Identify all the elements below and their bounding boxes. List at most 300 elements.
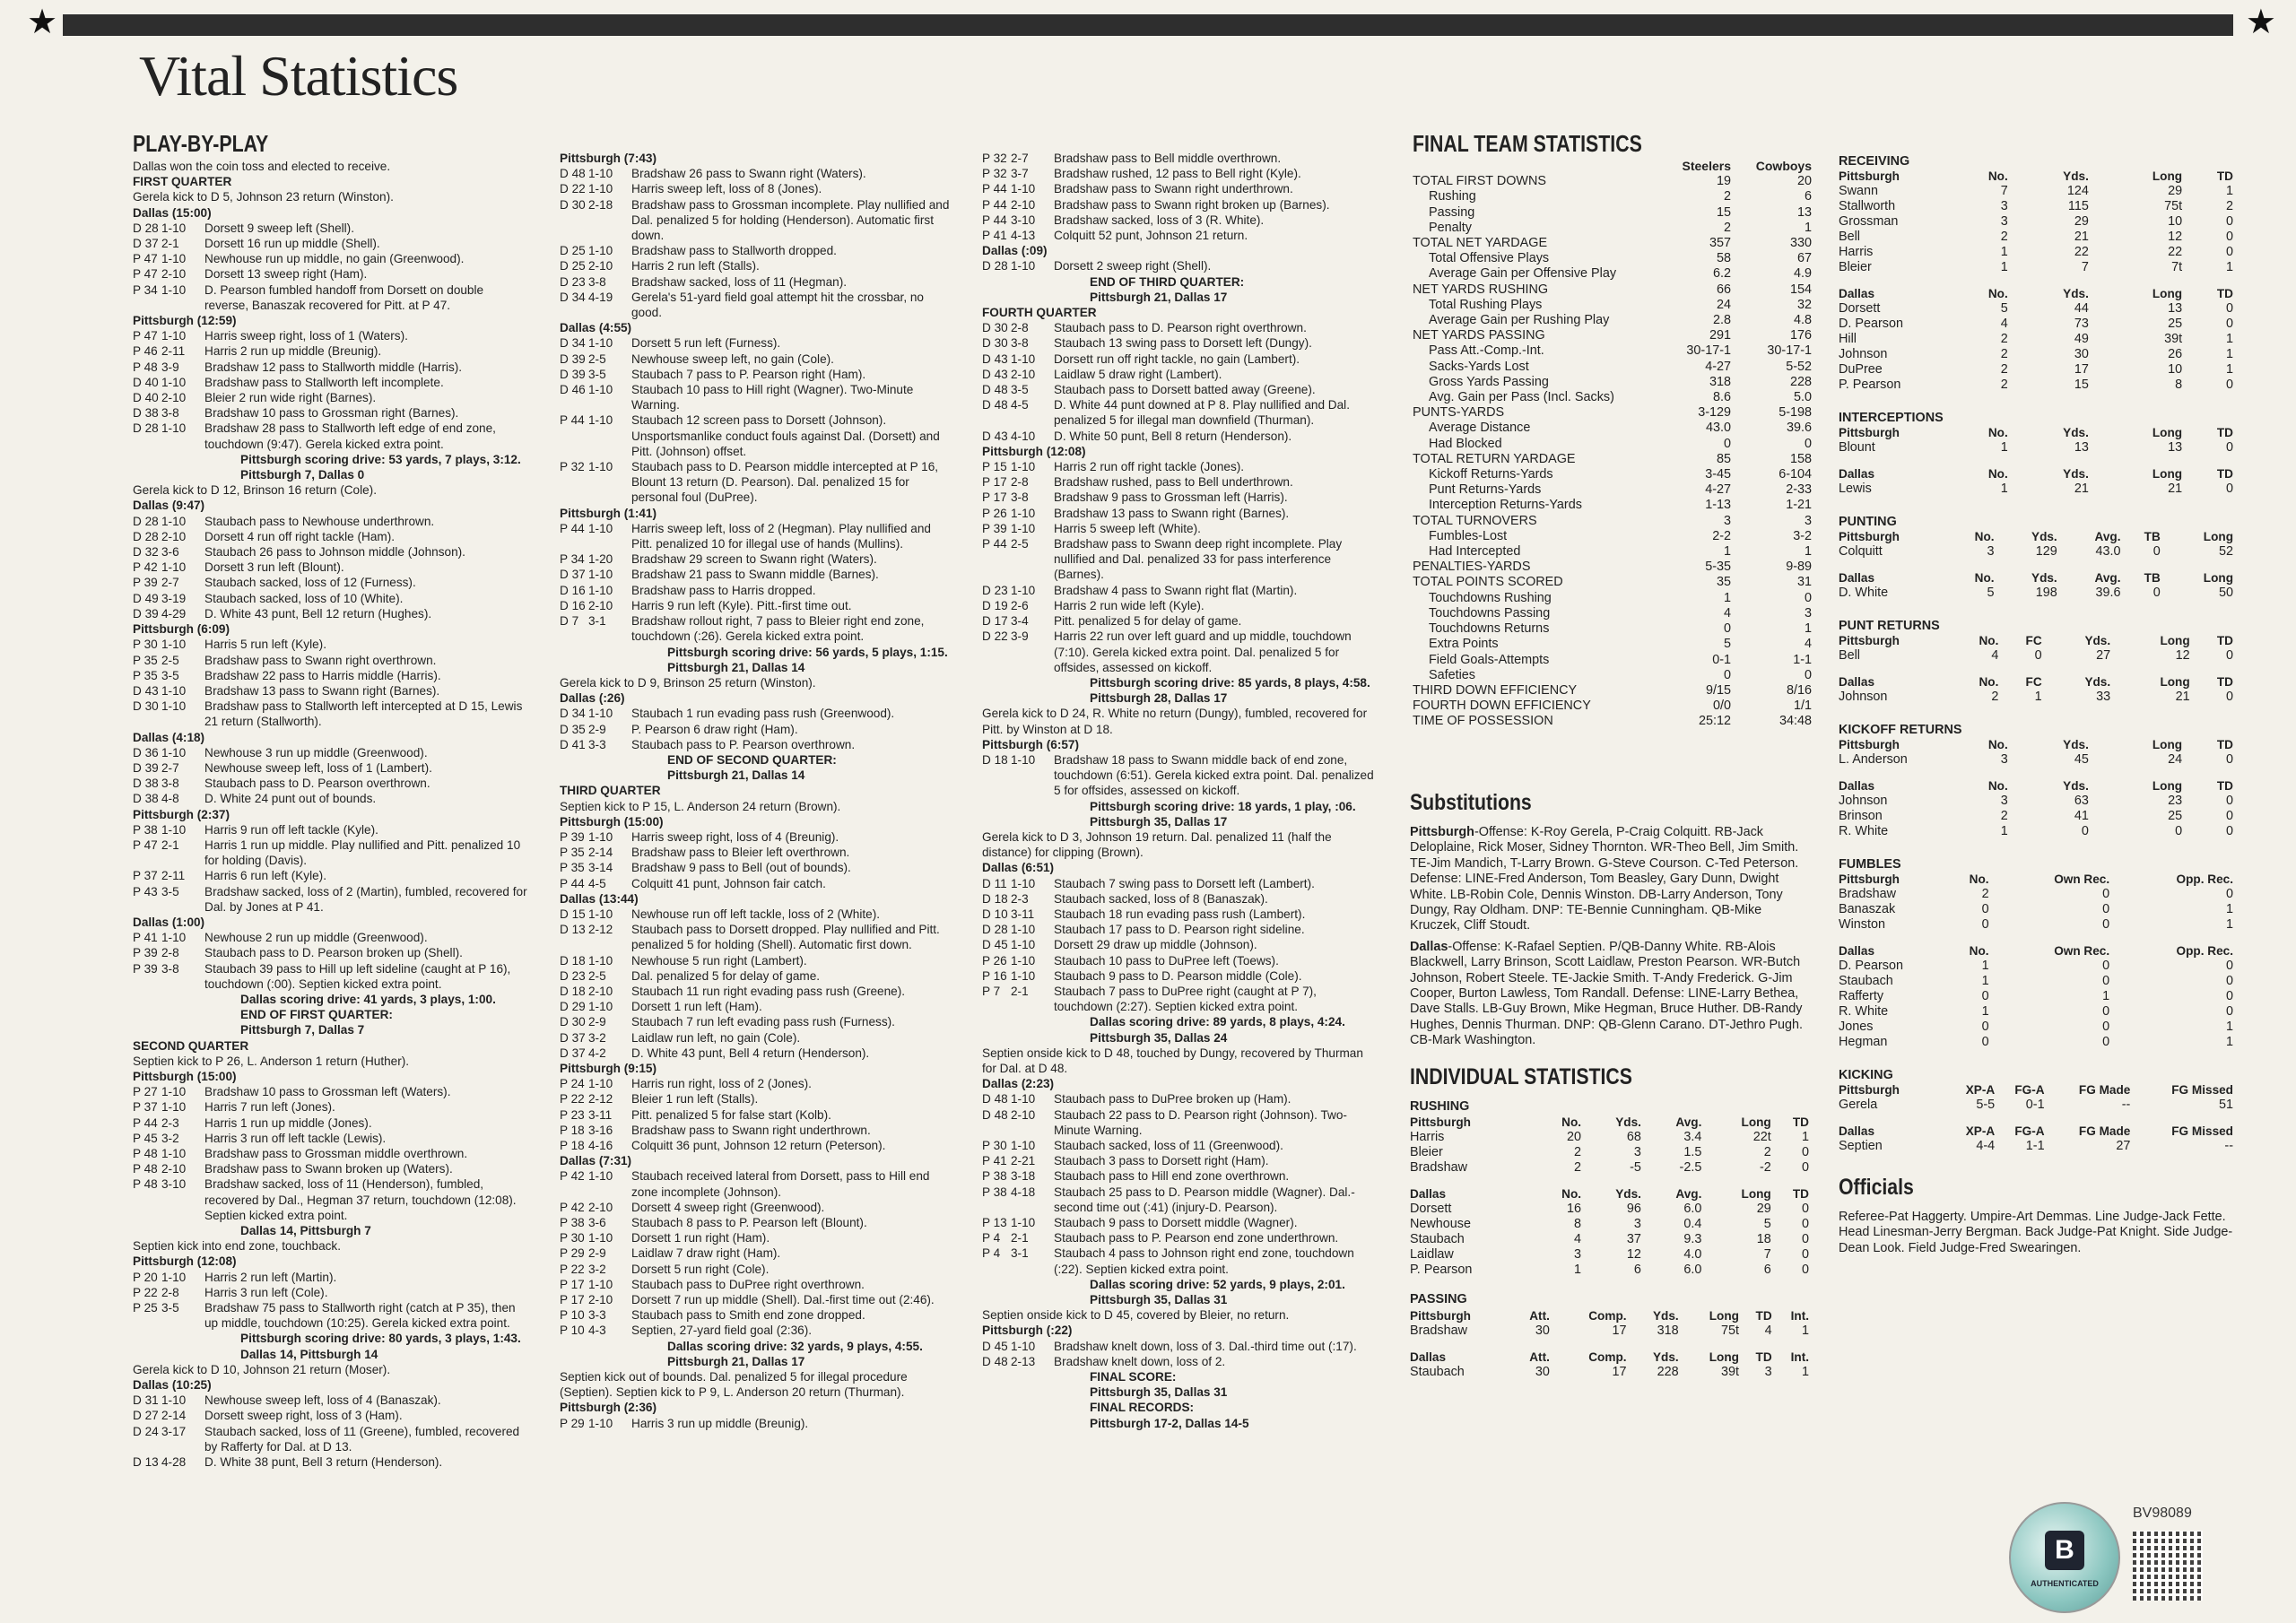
stat-row — [1413, 236, 1812, 251]
play-row — [133, 1300, 527, 1331]
play-text: Dorsett 7 run up middle (Shell). Dal.-first time out (2:46). — [631, 1293, 935, 1307]
steelers-value: 0 — [1723, 436, 1731, 451]
stat-value: 0 — [2102, 1004, 2110, 1019]
play-text: Bradshaw sacked, loss of 11 (Henderson), fumbled, recovered by Dal., Hegman 37 return, touchdown (12:08). Septien kicked extra point. — [204, 1177, 517, 1222]
field-position: D 28 — [982, 923, 1008, 937]
column-header: Yds. — [1652, 1308, 1679, 1323]
player-row — [1839, 482, 2233, 497]
column-header: Yds. — [2031, 530, 2057, 543]
field-position: D 41 — [560, 737, 586, 751]
individual-statistics — [1410, 1099, 1809, 1380]
field-position: D 23 — [560, 968, 586, 983]
play-text: Dal. penalized 5 for delay of game. — [631, 968, 821, 983]
play-row — [133, 421, 527, 451]
play-note: Septien kick to P 15, L. Anderson 24 return (Brown). — [560, 799, 841, 813]
drive-summary: END OF SECOND QUARTER: — [667, 752, 837, 767]
field-position: P 44 — [982, 213, 1007, 227]
steelers-value: 3-45 — [1705, 467, 1731, 482]
player-name: Blount — [1839, 440, 1875, 455]
field-position: D 18 — [982, 752, 1008, 767]
player-name: D. White — [1839, 586, 1889, 600]
play-text: Dorsett 4 sweep right (Greenwood). — [631, 1200, 825, 1214]
play-text: Harris 5 run left (Kyle). — [204, 638, 326, 652]
play-text: Staubach sacked, loss of 10 (White). — [204, 591, 404, 605]
team-name: Pittsburgh — [1410, 1308, 1471, 1323]
field-position: D 23 — [560, 274, 586, 289]
stat-value: 21 — [2168, 482, 2183, 496]
down-distance: 2-8 — [1011, 321, 1029, 335]
down-distance: 2-1 — [1011, 1231, 1029, 1245]
play-text: Bradshaw rushed, pass to Bell underthrown. — [1054, 475, 1293, 490]
play-text: Staubach sacked, loss of 11 (Greenwood). — [1054, 1139, 1283, 1152]
player-row — [1839, 1020, 2233, 1035]
stat-value: 0 — [1981, 989, 1989, 1003]
column-header: Own Rec. — [2054, 944, 2110, 958]
field-position: D 17 — [982, 614, 1008, 629]
play-text: Harris 1 run up middle (Jones). — [204, 1115, 372, 1130]
player-name: Stallworth — [1839, 199, 1896, 213]
play-by-play-heading: PLAY-BY-PLAY — [133, 130, 269, 157]
field-position: P 47 — [133, 267, 158, 282]
player-row — [1839, 347, 2233, 362]
play-text: Bradshaw 29 screen to Swann right (Waters). — [631, 552, 877, 567]
play-text: Dorsett 29 draw up middle (Johnson). — [1054, 938, 1257, 952]
column-header: TD — [2216, 426, 2233, 439]
play-note: Gerela kick to D 10, Johnson 21 return (Moser). — [133, 1362, 391, 1376]
column-header: FG Missed — [2171, 1083, 2233, 1097]
stat-value: 0 — [1801, 1232, 1809, 1247]
player-name: Bradshaw — [1839, 887, 1896, 901]
play-row — [560, 984, 954, 999]
stat-value: 51 — [2218, 1098, 2233, 1112]
play-text: Harris run right, loss of 2 (Jones). — [631, 1077, 812, 1091]
stat-value: 0 — [1801, 1217, 1809, 1232]
stat-row — [1413, 637, 1812, 652]
player-name: Bradshaw — [1410, 1160, 1467, 1176]
column-header: Avg. — [1675, 1187, 1702, 1202]
player-row — [1839, 230, 2233, 245]
field-position: P 41 — [982, 1154, 1007, 1168]
down-distance: 1-10 — [588, 1000, 613, 1014]
play-text: Staubach sacked, loss of 12 (Furness). — [204, 576, 416, 590]
stat-value: 3 — [2000, 752, 2008, 767]
stat-value: 2 — [1763, 1145, 1771, 1160]
down-distance: 3-5 — [588, 367, 606, 381]
down-distance: 2-1 — [1011, 984, 1029, 998]
down-distance: 1-10 — [588, 1416, 613, 1430]
team-name: Dallas — [1839, 467, 1875, 481]
play-text: Harris sweep left, loss of 8 (Jones). — [631, 182, 822, 196]
down-distance: 1-10 — [588, 953, 613, 968]
down-distance: 1-10 — [161, 1147, 187, 1160]
drive-summary: Dallas 14, Pittsburgh 14 — [240, 1347, 378, 1361]
field-position: P 47 — [133, 838, 158, 852]
play-row — [133, 282, 527, 313]
player-row — [1839, 1004, 2233, 1020]
play-row — [982, 1138, 1375, 1153]
play-row — [982, 1215, 1375, 1230]
field-position: P 44 — [982, 537, 1007, 551]
play-text: Bradshaw pass to Swann right broken up (Barnes). — [1054, 197, 1330, 212]
section-label: FOURTH QUARTER — [982, 306, 1097, 320]
seal-text: AUTHENTICATED — [2031, 1579, 2099, 1588]
field-position: D 37 — [133, 237, 159, 251]
steelers-value: 2 — [1723, 189, 1731, 204]
player-row — [1839, 260, 2233, 275]
field-position: D 46 — [560, 383, 586, 397]
stat-value: 21 — [2074, 230, 2089, 244]
field-position: P 46 — [133, 344, 158, 359]
stat-value: 4 — [1574, 1232, 1582, 1247]
play-row — [133, 683, 527, 699]
field-position: D 18 — [560, 984, 586, 998]
player-row — [1839, 332, 2233, 347]
stat-value: 0 — [1801, 1247, 1809, 1263]
column-header: No. — [1987, 779, 2008, 793]
stat-value: 39t — [2164, 332, 2183, 346]
column-header: No. — [1987, 467, 2008, 481]
substitutions-heading: Substitutions — [1410, 790, 1532, 815]
play-row — [133, 560, 527, 575]
down-distance: 3-8 — [161, 406, 179, 421]
stat-value: 1 — [1801, 1130, 1809, 1145]
play-text: Bradshaw sacked, loss of 11 (Hegman). — [631, 274, 848, 289]
play-text: Staubach 13 swing pass to Dorsett left (Dungy). — [1054, 336, 1312, 351]
column-header: Yds. — [2063, 779, 2089, 793]
play-text: Staubach 3 pass to Dorsett right (Ham). — [1054, 1154, 1269, 1168]
play-row — [982, 1107, 1375, 1138]
stat-value: 27 — [2116, 1139, 2131, 1153]
stat-value: 0 — [2102, 1020, 2110, 1034]
field-position: P 39 — [560, 829, 585, 844]
column-header: No. — [1987, 738, 2008, 751]
play-text: Staubach pass to Hill end zone overthrown. — [1054, 1169, 1290, 1184]
play-row — [982, 320, 1375, 335]
column-header: Comp. — [1588, 1308, 1627, 1323]
play-row — [982, 181, 1375, 196]
section-label: Pittsburgh (6:09) — [133, 622, 230, 637]
down-distance: 4-3 — [588, 1324, 606, 1338]
player-name: Bell — [1839, 230, 1860, 244]
stat-value: 1 — [2000, 440, 2008, 455]
play-row — [560, 1323, 954, 1338]
stat-value: 30 — [2074, 347, 2089, 361]
play-text: Staubach 7 pass to DuPree right (caught at P 7), touchdown (2:27). Septien kicked extra point. — [1054, 984, 1317, 1014]
play-row — [560, 1230, 954, 1245]
stat-value: 0 — [2225, 378, 2233, 392]
stat-value: 49 — [2074, 332, 2089, 346]
stat-label: Field Goals-Attempts — [1429, 652, 1550, 667]
play-row — [133, 375, 527, 390]
field-position: P 38 — [982, 1169, 1007, 1184]
steelers-value: 2-2 — [1712, 528, 1731, 543]
column-header: Int. — [1790, 1308, 1809, 1323]
play-text: Staubach 22 pass to D. Pearson right (Johnson). Two-Minute Warning. — [1054, 1107, 1347, 1137]
cowboys-value: 6-104 — [1779, 467, 1812, 482]
play-text: Newhouse 3 run up middle (Greenwood). — [204, 745, 428, 759]
stat-value: 26 — [2168, 347, 2183, 361]
play-text: Staubach 1 run evading pass rush (Greenwood). — [631, 707, 895, 721]
drive-summary: Pittsburgh 21, Dallas 17 — [1090, 290, 1228, 304]
player-row — [1839, 301, 2233, 317]
stat-label: TOTAL NET YARDAGE — [1413, 236, 1548, 251]
down-distance: 2-10 — [588, 598, 613, 612]
stat-row — [1413, 360, 1812, 375]
down-distance: 2-7 — [161, 760, 179, 775]
subs-dallas: Dallas-Offense: K-Rafael Septien. P/QB-Danny White. RB-Alois Blackwell, Larry Brinson, Scott Laidlaw, Preston Pearson. WR-Butch Johnson, Robert Steele. TE-Jackie Smith. T-Andy Frederick. G-Jim Cooper, Burton Lawless, Tom Randall. Defense: LINE-Larry Bethea, Dave Stalls. LB-Guy Brown, Mike Hegman, Bruce Huther. DB-Randy Hughes, Dennis Thurman. DNP: QB-Glenn Carano. DT-Jethro Pugh. CB-Mark Washington. — [1410, 939, 1804, 1048]
player-row — [1839, 199, 2233, 214]
play-text: Bradshaw 21 pass to Swann middle (Barnes). — [631, 568, 879, 582]
play-text: Colquitt 41 punt, Johnson fair catch. — [631, 876, 826, 890]
down-distance: 2-10 — [588, 1293, 613, 1307]
down-distance: 1-10 — [588, 383, 613, 397]
play-text: Bradshaw 9 pass to Grossman left (Harris). — [1054, 490, 1288, 505]
section-label: Dallas (7:31) — [560, 1154, 632, 1168]
play-text: D. Pearson fumbled handoff from Dorsett on double reverse, Banaszak recovered for Pitt. at P 47. — [204, 282, 484, 312]
play-text: Bradshaw 12 pass to Stallworth middle (Harris). — [204, 360, 463, 374]
down-distance: 3-9 — [161, 360, 179, 374]
steelers-value: 8.6 — [1712, 390, 1731, 405]
down-distance: 2-10 — [588, 984, 613, 998]
column-header: TD — [1792, 1187, 1809, 1202]
qr-code-icon — [2133, 1531, 2203, 1601]
team-name: Dallas — [1839, 779, 1875, 793]
down-distance: 1-10 — [161, 931, 187, 945]
play-text: Harris 7 run left (Jones). — [204, 1100, 335, 1115]
player-name: Banaszak — [1839, 902, 1896, 916]
player-name: Harris — [1410, 1130, 1445, 1145]
play-row — [133, 1424, 527, 1454]
stat-label: Passing — [1429, 204, 1475, 220]
team-name: Pittsburgh — [1839, 738, 1900, 751]
stat-row — [1413, 343, 1812, 359]
section-label: FIRST QUARTER — [133, 175, 232, 189]
stat-section-label: KICKING — [1839, 1068, 1893, 1082]
field-position: P 22 — [560, 1092, 585, 1107]
down-distance: 1-10 — [161, 1100, 187, 1115]
field-position: P 41 — [133, 931, 158, 945]
cowboys-value: 32 — [1796, 297, 1812, 312]
play-text: Bradshaw 28 pass to Stallworth left edge of end zone, touchdown (9:47). Gerela kicked extra point. — [204, 421, 496, 451]
steelers-value: 3-129 — [1698, 405, 1731, 421]
player-name: Johnson — [1839, 690, 1888, 704]
play-row — [133, 930, 527, 945]
field-position: P 44 — [133, 1115, 158, 1130]
field-position: P 10 — [560, 1324, 585, 1338]
stat-label: PENALTIES-YARDS — [1413, 560, 1531, 575]
play-row — [133, 544, 527, 560]
stat-label: Had Intercepted — [1429, 544, 1521, 560]
player-name: P. Pearson — [1839, 378, 1901, 392]
field-position: D 10 — [982, 907, 1008, 921]
field-position: P 30 — [982, 1139, 1007, 1152]
down-distance: 1-10 — [1011, 938, 1036, 952]
stat-value: 228 — [1657, 1364, 1679, 1379]
play-text: Staubach 10 pass to Hill right (Wagner). Two-Minute Warning. — [631, 383, 914, 412]
play-row — [982, 1168, 1375, 1184]
play-row — [982, 429, 1375, 444]
field-position: D 11 — [982, 876, 1007, 890]
column-header: Long — [2160, 675, 2190, 689]
field-position: D 23 — [982, 583, 1008, 597]
play-row — [560, 459, 954, 506]
stat-row — [1413, 668, 1812, 683]
stat-value: 0 — [1981, 917, 1989, 932]
play-row — [133, 1285, 527, 1300]
play-row — [560, 999, 954, 1014]
down-distance: 3-4 — [1011, 614, 1029, 629]
stat-row — [1413, 266, 1812, 282]
field-position: P 44 — [982, 197, 1007, 212]
field-position: D 28 — [982, 259, 1008, 273]
team-name: Pittsburgh — [1839, 530, 1900, 543]
play-text: Dorsett 3 run left (Blount). — [204, 560, 344, 575]
stat-label: Interception Returns-Yards — [1429, 498, 1582, 513]
play-row — [560, 274, 954, 290]
stat-value: 0 — [2225, 690, 2233, 704]
play-text: Staubach pass to Dorsett batted away (Greene). — [1054, 383, 1316, 397]
stat-value: 1 — [2034, 690, 2042, 704]
stat-value: 1 — [2000, 260, 2008, 274]
stat-value: 33 — [2096, 690, 2111, 704]
field-position: D 48 — [982, 383, 1008, 397]
stat-value: 5 — [2000, 301, 2008, 316]
drive-summary: Pittsburgh 7, Dallas 7 — [240, 1023, 365, 1037]
steelers-value: 15 — [1716, 204, 1731, 220]
down-distance: 2-9 — [588, 1015, 606, 1029]
play-row — [982, 151, 1375, 166]
play-text: Bleier 2 run wide right (Barnes). — [204, 391, 377, 405]
stat-value: 12 — [2168, 230, 2183, 244]
play-row — [133, 328, 527, 343]
stat-value: 4 — [1764, 1323, 1772, 1338]
player-name: DuPree — [1839, 362, 1883, 377]
stat-table-dal — [1839, 943, 2233, 1050]
play-note: Gerela kick to D 9, Brinson 25 return (Winston). — [560, 675, 816, 690]
stat-value: 1 — [2225, 1020, 2233, 1034]
stat-label: PUNTS-YARDS — [1413, 405, 1505, 421]
play-text: Harris 1 run up middle. Play nullified and Pitt. penalized 10 for holding (Davis). — [204, 838, 521, 868]
player-name: Winston — [1839, 917, 1885, 932]
column-header: Long — [2152, 169, 2183, 183]
play-text: Harris 2 run wide left (Kyle). — [1054, 598, 1205, 612]
cowboys-value: 5-198 — [1779, 405, 1812, 421]
play-text: Bradshaw pass to Stallworth left intercepted at D 15, Lewis 21 return (Stallworth). — [204, 699, 523, 729]
steelers-value: 291 — [1709, 328, 1731, 343]
play-row — [982, 213, 1375, 228]
down-distance: 2-8 — [1011, 475, 1029, 490]
stat-value: 1 — [1801, 1323, 1809, 1338]
stat-value: 1 — [1981, 959, 1989, 973]
play-row — [560, 551, 954, 567]
down-distance: 1-10 — [588, 167, 613, 181]
player-name: Gerela — [1839, 1098, 1878, 1112]
stat-value: 7 — [2081, 260, 2089, 274]
field-position: P 37 — [133, 1100, 158, 1115]
player-row — [1839, 1098, 2233, 1113]
stat-value: 2 — [2000, 347, 2008, 361]
player-row — [1410, 1202, 1809, 1217]
field-position: D 25 — [560, 244, 586, 258]
field-position: P 32 — [982, 152, 1007, 165]
play-row — [560, 521, 954, 551]
stat-label: Gross Yards Passing — [1429, 374, 1549, 389]
play-row — [982, 197, 1375, 213]
play-row — [982, 335, 1375, 351]
play-row — [982, 521, 1375, 536]
stat-row — [1413, 313, 1812, 328]
down-distance: 4-10 — [1011, 429, 1036, 443]
stat-value: 21 — [2175, 690, 2190, 704]
play-row — [560, 1014, 954, 1029]
play-row — [982, 598, 1375, 613]
field-position: P 35 — [133, 653, 158, 667]
play-text: Staubach pass to Newhouse underthrown. — [204, 514, 435, 528]
field-position: P 48 — [133, 1147, 158, 1160]
down-distance: 1-10 — [588, 1231, 613, 1245]
stat-value: 6.0 — [1683, 1263, 1702, 1278]
down-distance: 1-10 — [1011, 752, 1036, 767]
star-icon: ★ — [27, 4, 58, 41]
individual-statistics-heading: INDIVIDUAL STATISTICS — [1410, 1063, 1632, 1089]
player-name: Johnson — [1839, 347, 1888, 361]
stat-row — [1413, 529, 1812, 544]
play-row — [982, 907, 1375, 922]
drive-summary: Dallas scoring drive: 52 yards, 9 plays, 2:01. — [1090, 1277, 1345, 1291]
field-position: P 22 — [133, 1285, 158, 1299]
steelers-value: 5-35 — [1705, 560, 1731, 575]
column-header: TD — [2216, 675, 2233, 689]
player-row — [1839, 690, 2233, 705]
stat-row — [1413, 437, 1812, 452]
down-distance: 1-10 — [161, 221, 187, 235]
field-position: D 48 — [982, 1092, 1008, 1107]
field-position: D 43 — [982, 367, 1008, 381]
down-distance: 1-10 — [588, 521, 613, 535]
down-distance: 3-9 — [1011, 629, 1029, 644]
stat-table-pit — [1839, 1082, 2233, 1113]
player-name: Bradshaw — [1410, 1323, 1467, 1338]
field-position: D 30 — [982, 336, 1008, 351]
play-row — [982, 506, 1375, 521]
column-header: FG-A — [2014, 1124, 2045, 1138]
player-name: Bleier — [1410, 1145, 1443, 1160]
section-label: Dallas (2:23) — [982, 1077, 1055, 1091]
play-text: Harris 6 run left (Kyle). — [204, 869, 326, 883]
play-row — [133, 236, 527, 251]
stat-value: 30 — [1535, 1323, 1550, 1338]
section-label: Pittsburgh (7:43) — [560, 152, 657, 165]
stat-value: 1-1 — [2025, 1139, 2045, 1153]
stat-value: 29 — [2074, 214, 2089, 229]
stat-value: 0 — [2225, 214, 2233, 229]
column-header: FG Made — [2078, 1124, 2131, 1138]
drive-summary: FINAL RECORDS: — [1090, 1401, 1195, 1415]
stat-value: 96 — [1626, 1202, 1641, 1217]
play-row — [982, 1185, 1375, 1215]
play-row — [133, 868, 527, 883]
section-label: Dallas (10:25) — [133, 1378, 212, 1393]
play-row — [560, 860, 954, 875]
drive-summary: Pittsburgh 35, Dallas 31 — [1090, 1385, 1228, 1400]
stat-value: 0 — [2225, 974, 2233, 988]
play-text: Staubach pass to D. Pearson broken up (Shell). — [204, 946, 463, 960]
play-text: Harris 9 run left (Kyle). Pitt.-first time out. — [631, 598, 852, 612]
stat-value: 0 — [2225, 824, 2233, 838]
column-header: Att. — [1529, 1350, 1550, 1364]
cowboys-value: 4.9 — [1793, 266, 1812, 282]
stat-table-dal — [1839, 674, 2233, 705]
